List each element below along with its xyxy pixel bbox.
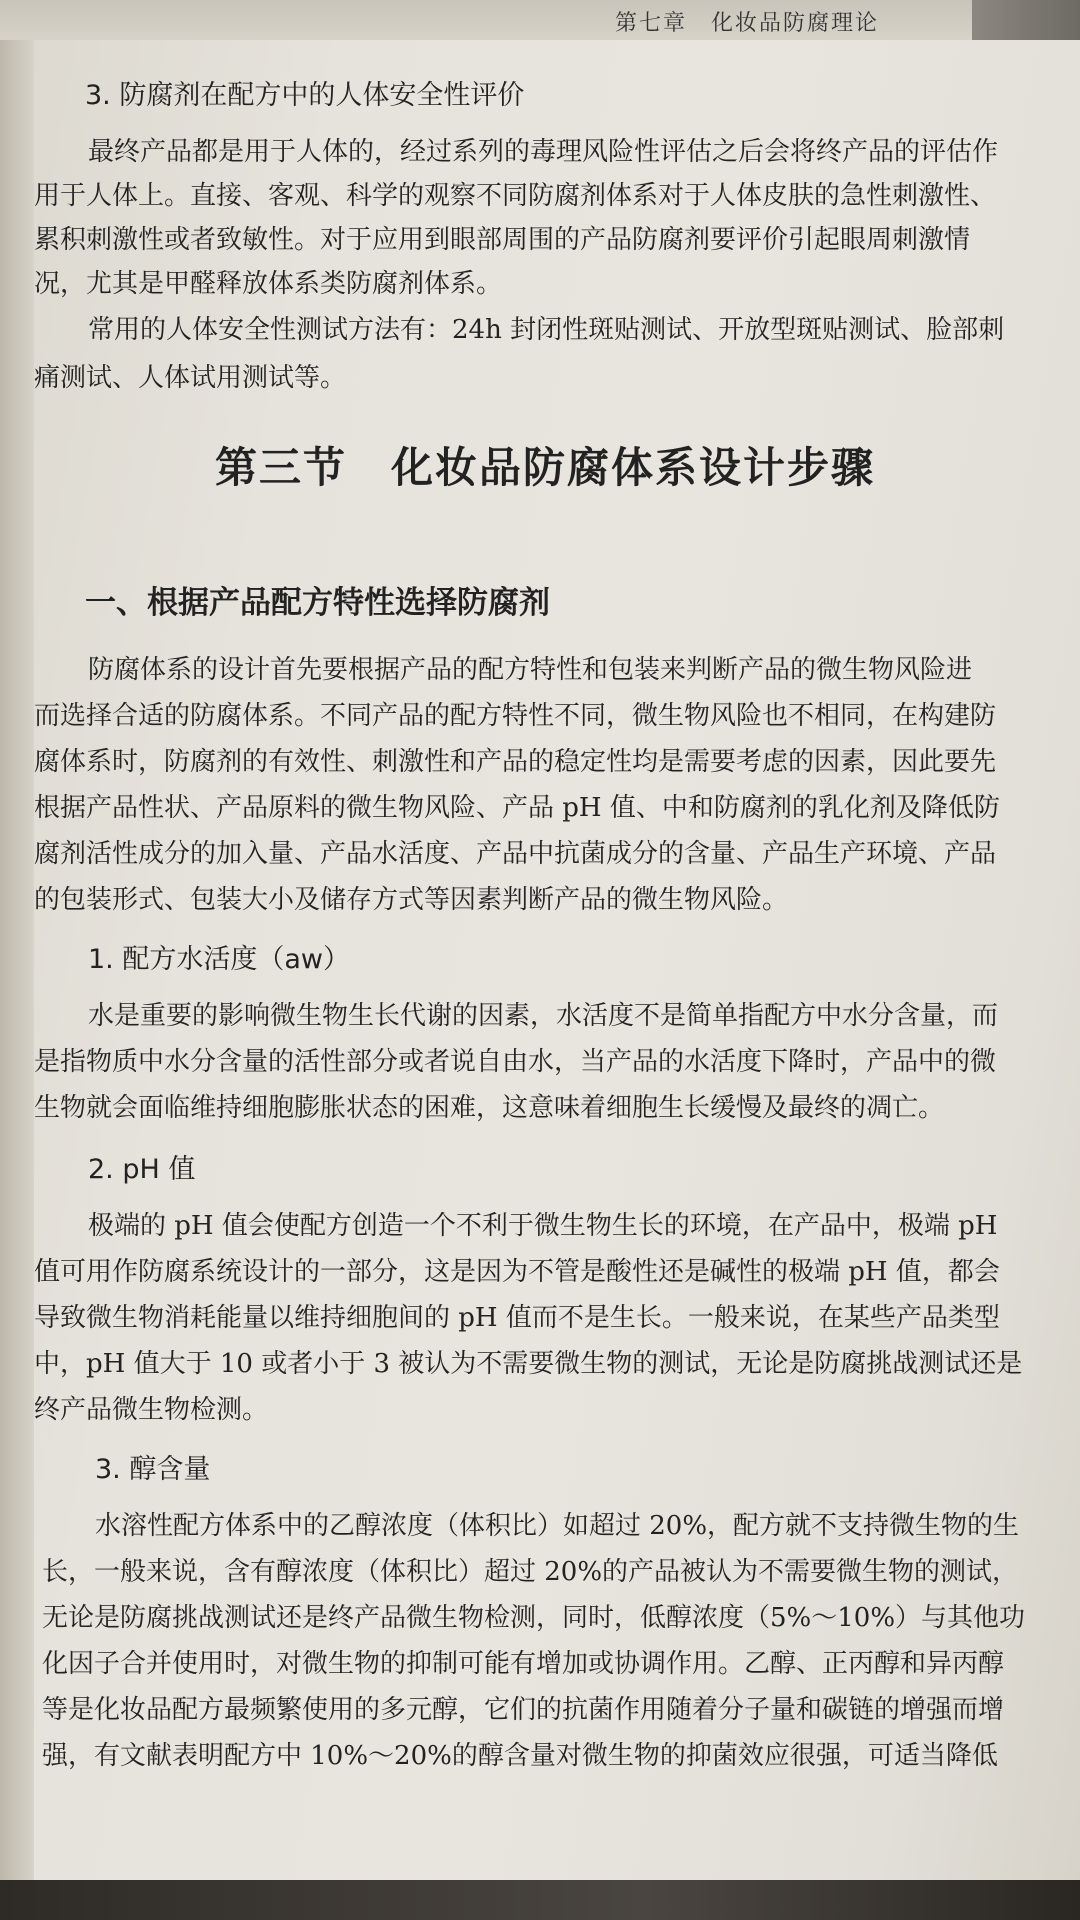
body-text-line: 长，一般来说，含有醇浓度（体积比）超过 20%的产品被认为不需要微生物的测试， bbox=[42, 1557, 1019, 1587]
body-text-line: 腐体系时，防腐剂的有效性、刺激性和产品的稳定性均是需要考虑的因素，因此要先 bbox=[34, 747, 997, 777]
body-text-line: 水是重要的影响微生物生长代谢的因素，水活度不是简单指配方中水分含量，而 bbox=[88, 1001, 999, 1031]
body-text-line: 强，有文献表明配方中 10%～20%的醇含量对微生物的抑菌效应很强，可适当降低 bbox=[42, 1741, 998, 1771]
body-text-line: 是指物质中水分含量的活性部分或者说自由水，当产品的水活度下降时，产品中的微 bbox=[34, 1047, 997, 1077]
body-text-line: 极端的 pH 值会使配方创造一个不利于微生物生长的环境，在产品中，极端 pH bbox=[88, 1211, 998, 1241]
body-text-line: 中，pH 值大于 10 或者小于 3 被认为不需要微生物的测试，无论是防腐挑战测试还是 bbox=[34, 1349, 1023, 1379]
subsection-heading: 3. 防腐剂在配方中的人体安全性评价 bbox=[85, 80, 525, 111]
running-head: 第七章 化妆品防腐理论 bbox=[615, 11, 880, 36]
body-text-line: 痛测试、人体试用测试等。 bbox=[34, 363, 347, 393]
body-text-line: 化因子合并使用时，对微生物的抑制可能有增加或协调作用。乙醇、正丙醇和异丙醇 bbox=[42, 1649, 1005, 1679]
body-text-line: 的包装形式、包装大小及储存方式等因素判断产品的微生物风险。 bbox=[34, 885, 789, 915]
body-text-line: 腐剂活性成分的加入量、产品水活度、产品中抗菌成分的含量、产品生产环境、产品 bbox=[34, 839, 997, 869]
section-title: 第三节 化妆品防腐体系设计步骤 bbox=[215, 443, 876, 492]
body-text-line: 终产品微生物检测。 bbox=[34, 1395, 269, 1425]
subsection-heading: 3. 醇含量 bbox=[95, 1454, 211, 1485]
body-text-line: 防腐体系的设计首先要根据产品的配方特性和包装来判断产品的微生物风险进 bbox=[88, 655, 973, 685]
section-heading: 一、根据产品配方特性选择防腐剂 bbox=[85, 585, 550, 621]
body-text-line: 值可用作防腐系统设计的一部分，这是因为不管是酸性还是碱性的极端 pH 值，都会 bbox=[34, 1257, 1000, 1287]
body-text-line: 累积刺激性或者致敏性。对于应用到眼部周围的产品防腐剂要评价引起眼周刺激情 bbox=[34, 225, 971, 255]
body-text-line: 用于人体上。直接、客观、科学的观察不同防腐剂体系对于人体皮肤的急性刺激性、 bbox=[34, 181, 997, 211]
body-text-line: 最终产品都是用于人体的，经过系列的毒理风险性评估之后会将终产品的评估作 bbox=[88, 137, 999, 167]
body-text-line: 常用的人体安全性测试方法有：24h 封闭性斑贴测试、开放型斑贴测试、脸部刺 bbox=[88, 315, 1005, 345]
page-bottom-edge bbox=[0, 1880, 1080, 1920]
subsection-heading: 2. pH 值 bbox=[88, 1154, 196, 1185]
body-text-line: 导致微生物消耗能量以维持细胞间的 pH 值而不是生长。一般来说，在某些产品类型 bbox=[34, 1303, 1000, 1333]
body-text-line: 生物就会面临维持细胞膨胀状态的困难，这意味着细胞生长缓慢及最终的凋亡。 bbox=[34, 1093, 945, 1123]
subsection-heading: 1. 配方水活度（aw） bbox=[88, 944, 350, 975]
body-text-line: 等是化妆品配方最频繁使用的多元醇，它们的抗菌作用随着分子量和碳链的增强而增 bbox=[42, 1695, 1005, 1725]
body-text-line: 水溶性配方体系中的乙醇浓度（体积比）如超过 20%，配方就不支持微生物的生 bbox=[95, 1511, 1020, 1541]
body-text-line: 无论是防腐挑战测试还是终产品微生物检测，同时，低醇浓度（5%～10%）与其他功 bbox=[42, 1603, 1026, 1633]
body-text-line: 根据产品性状、产品原料的微生物风险、产品 pH 值、中和防腐剂的乳化剂及降低防 bbox=[34, 793, 1000, 823]
body-text-line: 况，尤其是甲醛释放体系类防腐剂体系。 bbox=[34, 269, 503, 299]
body-text-line: 而选择合适的防腐体系。不同产品的配方特性不同，微生物风险也不相同，在构建防 bbox=[34, 701, 997, 731]
